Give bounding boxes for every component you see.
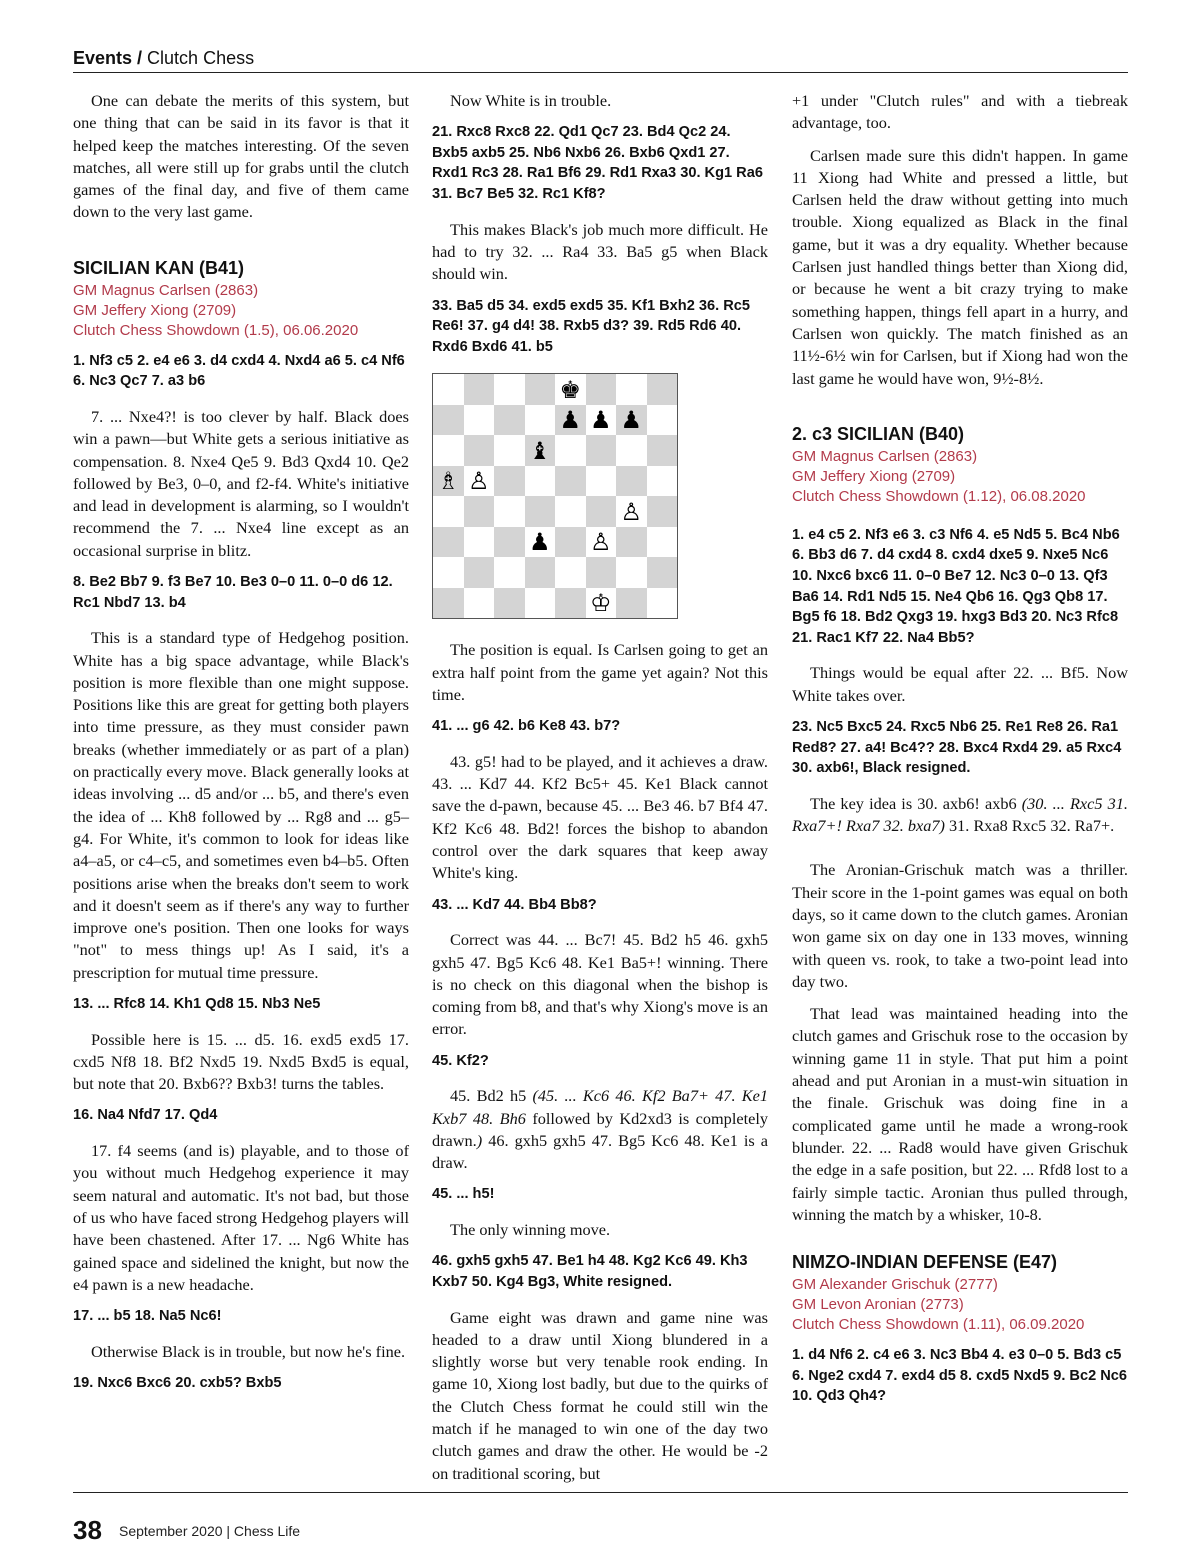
white-player: GM Magnus Carlsen (2863) bbox=[792, 447, 978, 465]
moves: 43. ... Kd7 44. Bb4 Bb8? bbox=[432, 896, 597, 913]
board-square bbox=[494, 405, 525, 436]
paragraph: Now White is in trouble. bbox=[450, 91, 612, 110]
paragraph: This makes Black's job much more difficult. He had to try 32. ... Ra4 33. Ba5 g5 when Black should win. bbox=[432, 219, 768, 284]
text-run: followed by Kd2xd3 is completely drawn. bbox=[432, 1108, 768, 1150]
paragraph: 17. f4 seems (and is) playable, and to those of you without much Hedgehog experience it may seem natural and automatic. It's not bad, but those of us who have faced strong Hedgehog players will have been chastened. After 17. ... Ng6 White has gained space and sidelined the knight, but now the e4 pawn is a new headache. bbox=[73, 1141, 409, 1294]
moves: 21. Rxc8 Rxc8 22. Qd1 Qc7 23. Bd4 Qc2 24. Bxb5 axb5 25. Nb6 Nxb6 26. Bxb6 Qxd1 27. Rxd1 Rc3 28. Ra1 Bf6 29. Rd1 Rxa3 30. Kg1 Ra6 31. Bc7 Be5 32. Rc1 Kf8? bbox=[432, 124, 763, 203]
board-square bbox=[586, 466, 617, 497]
variation: (30. ... Rxc5 31. Rxa7+! Rxa7 32. bxa7) bbox=[792, 793, 1128, 836]
board-square bbox=[586, 557, 617, 588]
paragraph: 7. ... Nxe4?! is too clever by half. Black does win a pawn—but White gets a serious initiative as compensation. 8. Nxe4 Qe5 9. Bd3 Qxd4 10. Qe2 followed by Be3, 0–0, and f2-f4. White's initiative and lead in development is alarming, so I wouldn't recommend the 7. ... Nxe4 line except as an occasional surprise in blitz. bbox=[73, 406, 409, 560]
page-number: 38 bbox=[73, 1515, 102, 1545]
board-square bbox=[616, 374, 647, 405]
moves: 1. d4 Nf6 2. c4 e6 3. Nc3 Bb4 4. e3 0–0 5. Bd3 c5 6. Nge2 cxd4 7. exd4 d5 8. cxd5 Nxd5 9. Bc2 Nc6 10. Qd3 Qh4? bbox=[792, 1347, 1128, 1405]
board-square bbox=[525, 374, 556, 405]
board-square bbox=[494, 466, 525, 497]
board-square bbox=[433, 405, 464, 436]
board-square bbox=[647, 374, 678, 405]
board-square bbox=[555, 588, 586, 619]
board-square bbox=[464, 557, 495, 588]
board-square bbox=[464, 496, 495, 527]
page-footer bbox=[73, 1492, 1128, 1545]
game-title: NIMZO-INDIAN DEFENSE (E47) bbox=[792, 1252, 1058, 1273]
moves: 1. e4 c5 2. Nf3 e6 3. c3 Nf6 4. e5 Nd5 5. Bc4 Nb6 6. Bb3 d6 7. d4 cxd4 8. cxd4 dxe5 9. Nxe5 Nc6 10. Nxc6 bxc6 11. 0–0 Be7 12. Nc3 0–0 13. Qf3 Ba6 14. Rd1 Nd5 15. Ne4 Qb6 16. Qg3 Qb8 17. Bg5 f6 18. Bd2 Qxg3 19. hxg3 Bd3 20. Nc3 Rfc8 21. Rac1 Kf7 22. Na4 Bb5? bbox=[792, 526, 1120, 646]
text-run: The key idea is 30. axb6! axb6 bbox=[810, 793, 1022, 813]
column-3 bbox=[792, 90, 1128, 1421]
board-square bbox=[494, 588, 525, 619]
moves: 45. ... h5! bbox=[432, 1186, 495, 1203]
board-square bbox=[464, 588, 495, 619]
paragraph: Otherwise Black is in trouble, but now he's fine. bbox=[91, 1341, 406, 1361]
moves: 19. Nxc6 Bxc6 20. cxb5? Bxb5 bbox=[73, 1375, 282, 1392]
board-square bbox=[494, 527, 525, 558]
board-square bbox=[647, 405, 678, 436]
board-square bbox=[616, 527, 647, 558]
moves: 16. Na4 Nfd7 17. Qd4 bbox=[73, 1107, 218, 1124]
board-square bbox=[433, 496, 464, 527]
board-square-piece: ♗ bbox=[433, 466, 464, 497]
board-square bbox=[586, 374, 617, 405]
paragraph: Possible here is 15. ... d5. 16. exd5 exd5 17. cxd5 Nf8 18. Bf2 Nxd5 19. Nxd5 Bxd5 is equal, but note that 20. Bxb6?? Bxb3! turns the tables. bbox=[73, 1029, 409, 1094]
board-square bbox=[494, 435, 525, 466]
moves: 1. Nf3 c5 2. e4 e6 3. d4 cxd4 4. Nxd4 a6 5. c4 Nf6 6. Nc3 Qc7 7. a3 b6 bbox=[73, 352, 405, 390]
board-square-piece: ♙ bbox=[586, 527, 617, 558]
board-square bbox=[616, 466, 647, 497]
game-title: 2. c3 SICILIAN (B40) bbox=[792, 423, 965, 444]
paragraph: Correct was 44. ... Bc7! 45. Bd2 h5 46. gxh5 gxh5 47. Bg5 Kc6 48. Ke1 Ba5+! winning. There is no check on this diagonal when the bishop is coming from b8, and that's why Xiong's move is an error. bbox=[432, 930, 768, 1039]
board-square bbox=[647, 557, 678, 588]
board-square bbox=[616, 435, 647, 466]
variation: ) bbox=[476, 1130, 483, 1150]
moves: 23. Nc5 Bxc5 24. Rxc5 Nb6 25. Re1 Re8 26. Ra1 Red8? 27. a4! Bc4?? 28. Bxc4 Rxd4 29. a5 Rxc4 30. axb6!, Black resigned. bbox=[792, 719, 1122, 777]
paragraph: Carlsen made sure this didn't happen. In game 11 Xiong had White and pressed a little, but Carlsen held the draw without getting into much trouble. Xiong equalized as Black in the final game, but it was a dry equality. Whether because Carlsen just handled things better than Xiong did, or because he went a bit crazy trying to make something happen, things fell apart in a hurry, and Carlsen won quickly. The match finished as an 11½-6½ win for Carlsen, but if Xiong had won the last game he would have won, 9½-8½. bbox=[792, 145, 1128, 388]
moves: 41. ... g6 42. b6 Ke8 43. b7? bbox=[432, 718, 621, 735]
black-player: GM Jeffery Xiong (2709) bbox=[792, 467, 956, 485]
board-square bbox=[555, 435, 586, 466]
text-run: 31. Rxa8 Rxc5 32. Ra7+. bbox=[944, 816, 1115, 836]
board-square bbox=[433, 557, 464, 588]
board-square bbox=[647, 496, 678, 527]
paragraph: This is a standard type of Hedgehog position. White has a big space advantage, while Black's position is more flexible than one might suppose. Positions like this are great for getting both players into time pressure, as they must consider pawn breaks (whether immediately or as part of a plan) on practically every move. Black generally looks at ideas involving ... d5 and/or ... b5, and there's even the idea of ... Kh8 followed by ... Rg8 and ... g5–g4. For White, it's common to look for ideas like a4–a5, or c4–c5, and sometimes even b4–b5. Often positions arise when the breaks don't seem to work and it doesn't seem as if there's any way to further improve one's position. Then one looks for ways "not" to mess things up! As I said, it's a prescription for mutual time pressure. bbox=[73, 628, 409, 982]
board-square bbox=[433, 588, 464, 619]
board-square bbox=[525, 588, 556, 619]
event-info: Clutch Chess Showdown (1.5), 06.06.2020 bbox=[73, 321, 359, 339]
board-square bbox=[586, 435, 617, 466]
board-square bbox=[525, 466, 556, 497]
board-square bbox=[433, 527, 464, 558]
moves: 13. ... Rfc8 14. Kh1 Qd8 15. Nb3 Ne5 bbox=[73, 995, 321, 1012]
board-square bbox=[616, 588, 647, 619]
column-1 bbox=[73, 90, 409, 1408]
paragraph: One can debate the merits of this system, but one thing that can be said in its favor is that it helped keep the matches interesting. Of the seven matches, all were still up for grabs until the clutch games of the final day, and five of them came down to the very last game. bbox=[73, 91, 409, 222]
board-square bbox=[433, 374, 464, 405]
board-square-piece: ♟ bbox=[586, 405, 617, 436]
moves: 46. gxh5 gxh5 47. Be1 h4 48. Kg2 Kc6 49. Kh3 Kxb7 50. Kg4 Bg3, White resigned. bbox=[432, 1253, 748, 1290]
board-square bbox=[433, 435, 464, 466]
board-square-piece: ♝ bbox=[525, 435, 556, 466]
chess-diagram bbox=[432, 373, 678, 619]
header-title: Clutch Chess bbox=[147, 48, 255, 68]
text-run: 45. Bd2 h5 bbox=[450, 1086, 533, 1106]
board-square-piece: ♟ bbox=[555, 405, 586, 436]
board-square bbox=[494, 557, 525, 588]
board-square bbox=[555, 496, 586, 527]
column-2 bbox=[432, 90, 768, 1495]
board-square-piece: ♚ bbox=[555, 374, 586, 405]
header-section: Events / bbox=[73, 48, 143, 68]
text-run: 46. gxh5 gxh5 47. Bg5 Kc6 48. Ke1 is a draw. bbox=[432, 1130, 768, 1173]
paragraph: The Aronian-Grischuk match was a thriller. Their score in the 1-point games was equal on both days, so it came down to the clutch games. Aronian won game six on day one in 133 moves, winning with queen vs. rook, to take a two-point lead into day two. bbox=[792, 860, 1128, 991]
event-info: Clutch Chess Showdown (1.11), 06.09.2020 bbox=[792, 1316, 1085, 1334]
board-square bbox=[464, 527, 495, 558]
board-square bbox=[555, 466, 586, 497]
white-player: GM Magnus Carlsen (2863) bbox=[73, 281, 259, 299]
paragraph: +1 under "Clutch rules" and with a tiebreak advantage, too. bbox=[792, 91, 1128, 133]
board-square-piece: ♙ bbox=[464, 466, 495, 497]
board-square bbox=[647, 527, 678, 558]
board-square bbox=[494, 496, 525, 527]
board-square bbox=[525, 557, 556, 588]
paragraph: The only winning move. bbox=[450, 1220, 611, 1240]
board-square bbox=[525, 496, 556, 527]
issue-info: September 2020 | Chess Life bbox=[119, 1523, 301, 1539]
variation: (45. ... Kc6 46. Kf2 Ba7+ 47. Ke1 Kxb7 48. Bh6 bbox=[432, 1086, 768, 1128]
board-square bbox=[555, 557, 586, 588]
white-player: GM Alexander Grischuk (2777) bbox=[792, 1276, 998, 1294]
moves: 8. Be2 Bb7 9. f3 Be7 10. Be3 0–0 11. 0–0 d6 12. Rc1 Nbd7 13. b4 bbox=[73, 574, 393, 611]
paragraph bbox=[432, 1085, 768, 1174]
board-square-piece: ♙ bbox=[616, 496, 647, 527]
game-title: SICILIAN KAN (B41) bbox=[73, 257, 245, 278]
board-square-piece: ♟ bbox=[525, 527, 556, 558]
paragraph: Things would be equal after 22. ... Bf5. Now White takes over. bbox=[792, 663, 1128, 705]
board-square bbox=[586, 496, 617, 527]
board-square-piece: ♔ bbox=[586, 588, 617, 619]
board-square bbox=[464, 435, 495, 466]
board-square bbox=[555, 527, 586, 558]
black-player: GM Levon Aronian (2773) bbox=[792, 1296, 964, 1314]
event-info: Clutch Chess Showdown (1.12), 06.08.2020 bbox=[792, 487, 1086, 505]
paragraph: The position is equal. Is Carlsen going to get an extra half point from the game yet again? Not this time. bbox=[432, 640, 768, 704]
board-square bbox=[464, 374, 495, 405]
board-square-piece: ♟ bbox=[616, 405, 647, 436]
paragraph: That lead was maintained heading into the clutch games and Grischuk rose to the occasion by winning game 11 in style. That put him a point ahead and put Aronian in a must-win situation in the finale. Grischuk was doing fine in a complicated game until he made a wrong-rook blunder. 22. ... Rad8 would have given Grischuk the edge in a safe position, but 22. ... Rfd8 lost to a fairly simple tactic. Aronian thus pulled through, winning the match by a whisker, 10-8. bbox=[792, 1004, 1128, 1224]
paragraph: 43. g5! had to be played, and it achieves a draw. 43. ... Kd7 44. Kf2 Bc5+ 45. Ke1 Black cannot save the d-pawn, because 45. ... Be3 46. b7 Bf4 47. Kf2 Kc6 48. Bd2! forces the bishop to abandon control over the dark squares that keep away White's king. bbox=[432, 751, 768, 883]
black-player: GM Jeffery Xiong (2709) bbox=[73, 301, 237, 319]
running-header bbox=[73, 48, 1128, 73]
paragraph: Game eight was drawn and game nine was headed to a draw until Xiong blundered in a slightly worse but very tenable rook ending. In game 10, Xiong lost badly, but due to the quirks of the Clutch Chess format he could still win the match if he managed to win one of the day two clutch games and draw the other. He would be -2 on traditional scoring, but bbox=[432, 1307, 768, 1483]
board-square bbox=[494, 374, 525, 405]
board-square bbox=[647, 466, 678, 497]
moves: 45. Kf2? bbox=[432, 1052, 489, 1069]
moves: 17. ... b5 18. Na5 Nc6! bbox=[73, 1308, 222, 1325]
board-square bbox=[647, 588, 678, 619]
board-square bbox=[525, 405, 556, 436]
board-square bbox=[464, 405, 495, 436]
moves: 33. Ba5 d5 34. exd5 exd5 35. Kf1 Bxh2 36. Rc5 Re6! 37. g4 d4! 38. Rxb5 d3? 39. Rd5 Rd6 40. Rxd6 Bxd6 41. b5 bbox=[432, 297, 750, 355]
board-square bbox=[647, 435, 678, 466]
paragraph bbox=[792, 793, 1128, 838]
board-square bbox=[616, 557, 647, 588]
